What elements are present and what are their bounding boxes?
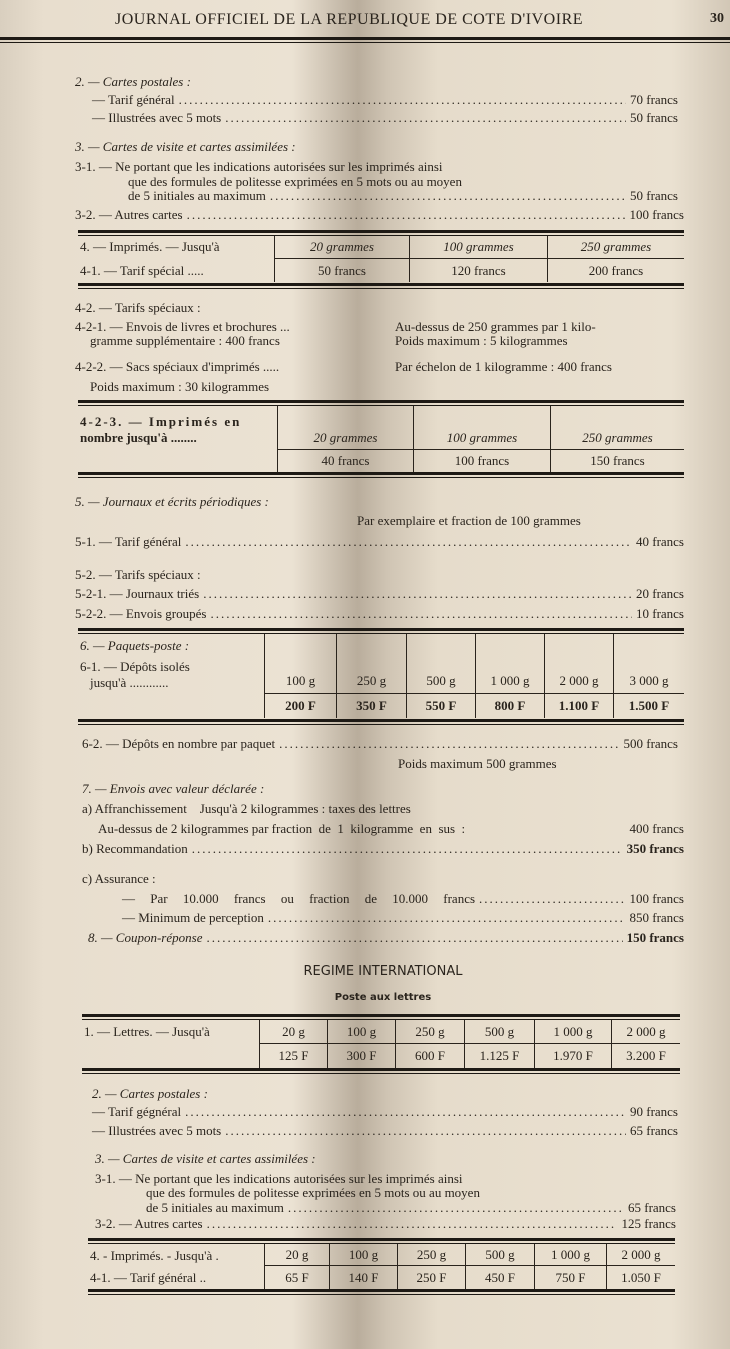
table-cell: 850 francs [629, 910, 684, 925]
dot-leader [225, 1123, 626, 1139]
table-cell: 150 francs [626, 930, 684, 945]
text-line: Poids maximum : 30 kilogrammes [90, 379, 270, 394]
table-cell: 150 francs [590, 453, 645, 468]
table-cell: — Minimum de perception [122, 910, 264, 925]
tariff-line [146, 1200, 676, 1216]
tariff-line [92, 1123, 678, 1139]
tariff-line [122, 910, 684, 926]
table-cell: 90 francs [629, 1104, 678, 1119]
table-cell: 4-2-3. — Imprimés en [80, 414, 242, 429]
page-number: 30 [710, 11, 724, 26]
table-cell: 140 F [330, 1266, 398, 1289]
tariff-line [128, 188, 678, 204]
table-cell: 65 francs [627, 1200, 676, 1215]
table-cell: 350 F [337, 694, 407, 718]
table-cell: 600 F [396, 1044, 465, 1068]
text-line: 3-1. — Ne portant que les indications autorisées sur les imprimés ainsi [95, 1171, 463, 1186]
table-cell: 250 g [337, 634, 407, 694]
table-cell: — Tarif gégnéral [92, 1104, 182, 1119]
section-heading: 2. — Cartes postales : [92, 1086, 208, 1101]
tariff-line [75, 207, 684, 223]
table-cell: 10 francs [635, 606, 684, 621]
table-cell: 50 francs [629, 188, 678, 203]
dot-leader [225, 110, 626, 126]
table-cell: 40 francs [278, 450, 414, 472]
dot-leader [185, 1104, 626, 1120]
table-cell: 1.970 F [535, 1044, 612, 1068]
table-rule [82, 1068, 680, 1074]
table-cell: 125 F [260, 1044, 328, 1068]
regime-subtitle: Poste aux lettres [334, 992, 432, 1003]
table-cell: 500 g [407, 634, 476, 694]
table-cell: 100 francs [629, 207, 684, 222]
table-cell: 1.100 F [545, 694, 614, 718]
table-cell: 20 grammes [278, 406, 414, 450]
table-cell: 300 F [328, 1044, 396, 1068]
table-cell: nombre jusqu'à ........ [80, 430, 197, 445]
table-cell: 250 F [398, 1266, 466, 1289]
text-line: 3-1. — Ne portant que les indications autorisées sur les imprimés ainsi [75, 159, 443, 174]
dot-leader [192, 841, 623, 857]
dot-leader [185, 534, 632, 550]
table-cell: 1.500 F [628, 698, 670, 713]
table-cell: 50 francs [629, 110, 678, 125]
table-cell: 1 000 g [476, 634, 545, 694]
text-line: gramme supplémentaire : 400 francs [90, 333, 280, 348]
table-cell: 2 000 g [607, 1244, 675, 1266]
table-cell: — Illustrées avec 5 mots [92, 110, 222, 125]
table-rule [78, 283, 684, 289]
section-heading: 2. — Cartes postales : [75, 74, 191, 89]
section-heading: 3. — Cartes de visite et cartes assimilées : [95, 1151, 316, 1166]
table-cell: 250 g [396, 1020, 465, 1044]
table-cell: 120 francs [410, 259, 548, 282]
table-cell: 70 francs [629, 92, 678, 107]
dot-leader [210, 606, 632, 622]
dot-leader [203, 586, 632, 602]
dot-leader [268, 910, 626, 926]
dot-leader [187, 207, 626, 223]
dot-leader [207, 1216, 618, 1232]
text-line: Par exemplaire et fraction de 100 grammes [357, 513, 581, 528]
table-cell: 65 F [265, 1266, 330, 1289]
international-printed-table [88, 1244, 675, 1289]
printed-matter-table [78, 236, 684, 282]
text-line: 4-2-2. — Sacs spéciaux d'imprimés ..... [75, 359, 280, 374]
table-cell: — Illustrées avec 5 mots [92, 1123, 222, 1138]
table-cell: 100 g [265, 634, 337, 694]
dot-leader [288, 1200, 624, 1216]
text-line: que des formules de politesse exprimées en 5 mots ou au moyen [146, 1185, 480, 1200]
table-cell: 550 F [407, 694, 476, 718]
text-line: Par échelon de 1 kilogramme : 400 francs [395, 359, 612, 374]
tariff-line [82, 736, 678, 752]
tariff-line [75, 586, 684, 602]
table-cell: 5-2-2. — Envois groupés [75, 606, 207, 621]
section-heading: 3. — Cartes de visite et cartes assimilées : [75, 139, 296, 154]
regime-title: REGIME INTERNATIONAL [303, 964, 463, 979]
table-cell: 125 francs [621, 1216, 676, 1231]
table-cell: 20 g [260, 1020, 328, 1044]
table-cell: 100 francs [414, 450, 551, 472]
table-cell: 8. — Coupon-réponse [88, 930, 203, 945]
table-cell: 6-2. — Dépôts en nombre par paquet [82, 736, 276, 751]
bulk-printed-table [78, 406, 684, 472]
table-cell: 4-1. — Tarif spécial ..... [80, 263, 204, 278]
table-cell: 50 francs [275, 259, 410, 282]
table-cell: 450 F [466, 1266, 535, 1289]
tariff-line [92, 1104, 678, 1120]
table-cell: 500 francs [623, 736, 678, 751]
table-cell: b) Recommandation [82, 841, 188, 856]
table-cell: 5-2-1. — Journaux triés [75, 586, 200, 601]
header-rule [0, 37, 730, 43]
dot-leader [179, 92, 626, 108]
table-cell: — Tarif général [92, 92, 175, 107]
table-cell: de 5 initiales au maximum [128, 188, 266, 203]
table-cell: 3-2. — Autres cartes [75, 207, 183, 222]
table-cell: 40 francs [635, 534, 684, 549]
text-line: que des formules de politesse exprimées en 5 mots ou au moyen [128, 174, 462, 189]
table-cell: 20 grammes [275, 236, 410, 259]
table-cell: 4. - Imprimés. - Jusqu'à . [90, 1247, 219, 1263]
tariff-line [75, 534, 684, 550]
dot-leader [479, 891, 625, 907]
table-cell: 100 grammes [410, 236, 548, 259]
section-heading: 4-2. — Tarifs spéciaux : [75, 300, 201, 315]
table-cell: 1. — Lettres. — Jusqu'à [84, 1024, 210, 1039]
table-cell: 100 g [330, 1244, 398, 1266]
section-heading: 5. — Journaux et écrits périodiques : [75, 494, 269, 509]
table-cell [88, 1244, 265, 1289]
text-line: Poids maximum 500 grammes [398, 756, 557, 771]
table-cell: 2 000 g [545, 634, 614, 694]
dot-leader [279, 736, 619, 752]
table-cell: 100 g [328, 1020, 396, 1044]
journal-title: JOURNAL OFFICIEL DE LA REPUBLIQUE DE COTE D'IVOIRE [115, 11, 584, 28]
tariff-line [98, 821, 684, 837]
dot-leader [206, 930, 622, 946]
tariff-line [82, 841, 684, 857]
table-cell: 750 F [535, 1266, 607, 1289]
section-heading: 7. — Envois avec valeur déclarée : [82, 781, 265, 796]
table-cell: 2 000 g [612, 1020, 680, 1044]
table-cell: jusqu'à ............ [90, 675, 169, 690]
tariff-line [95, 1216, 676, 1232]
table-cell: Au-dessus de 2 kilogrammes par fraction de 1 kilogramme en sus : [98, 821, 466, 836]
letters-table [82, 1020, 680, 1068]
table-cell: 65 francs [629, 1123, 678, 1138]
table-cell: 1.050 F [621, 1269, 661, 1285]
table-cell: 20 francs [635, 586, 684, 601]
table-cell: 1.125 F [465, 1044, 535, 1068]
table-cell: 800 F [476, 694, 545, 718]
table-cell: de 5 initiales au maximum [146, 1200, 284, 1215]
dot-leader [270, 188, 626, 204]
table-cell: 400 francs [629, 821, 684, 836]
table-cell: 250 grammes [548, 236, 684, 259]
tariff-line [122, 891, 684, 907]
table-cell: 6. — Paquets-poste : [80, 638, 190, 653]
table-cell: 1 000 g [535, 1020, 612, 1044]
tariff-line [75, 606, 684, 622]
table-cell [78, 634, 265, 718]
tariff-line [92, 110, 678, 126]
table-cell [78, 406, 278, 472]
text-line: Au-dessus de 250 grammes par 1 kilo- [395, 319, 596, 334]
table-cell: 1 000 g [535, 1244, 607, 1266]
text-line: 5-2. — Tarifs spéciaux : [75, 567, 201, 582]
tariff-line [92, 92, 678, 108]
table-cell: 3-2. — Autres cartes [95, 1216, 203, 1231]
table-rule [78, 719, 684, 725]
table-cell: 4-1. — Tarif général .. [90, 1269, 207, 1285]
table-cell: 500 g [465, 1020, 535, 1044]
parcel-post-table [78, 634, 684, 718]
table-cell: 250 grammes [551, 406, 684, 450]
text-line: a) Affranchissement Jusqu'à 2 kilogrammes : taxes des lettres [82, 801, 411, 816]
tariff-line [88, 930, 684, 946]
text-line: 4-2-1. — Envois de livres et brochures ... [75, 319, 290, 334]
table-cell: 200 francs [588, 262, 644, 278]
table-cell: 350 francs [626, 841, 684, 856]
table-cell [82, 1020, 260, 1068]
table-cell: 250 g [398, 1244, 466, 1266]
table-cell: 4. — Imprimés. — Jusqu'à [80, 239, 220, 254]
table-rule [88, 1289, 675, 1295]
table-cell [78, 236, 275, 282]
text-line: c) Assurance : [82, 871, 156, 886]
table-cell: 500 g [466, 1244, 535, 1266]
table-cell: 3.200 F [626, 1048, 666, 1063]
table-cell: 3 000 g [614, 634, 684, 694]
table-cell: 200 F [265, 694, 337, 718]
table-rule [78, 472, 684, 478]
text-line: Poids maximum : 5 kilogrammes [395, 333, 568, 348]
table-cell: 20 g [265, 1244, 330, 1266]
table-cell: 100 francs [629, 891, 684, 906]
table-cell: — Par 10.000 francs ou fraction de 10.000 francs [122, 891, 476, 906]
table-cell: 6-1. — Dépôts isolés [80, 659, 190, 674]
table-cell: 100 grammes [414, 406, 551, 450]
table-cell: 5-1. — Tarif général [75, 534, 182, 549]
